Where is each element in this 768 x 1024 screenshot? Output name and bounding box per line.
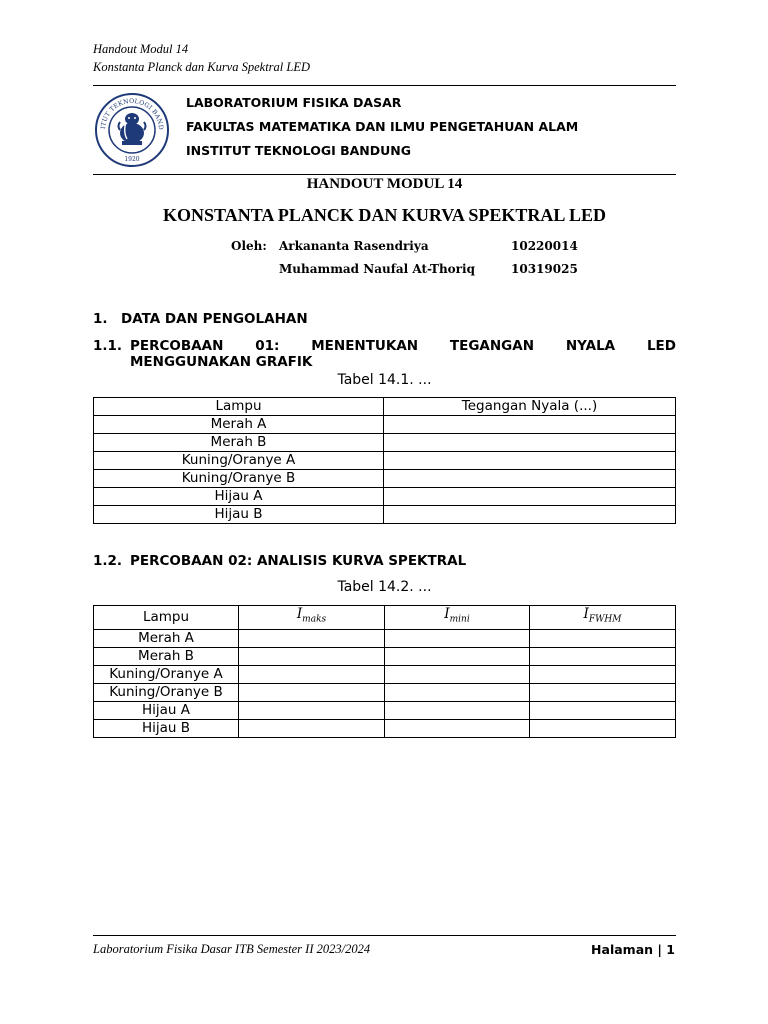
table-header-row xyxy=(94,398,676,416)
footer-left: Laboratorium Fisika Dasar ITB Semester II 2023/2024 xyxy=(93,942,371,956)
author-name: Muhammad Naufal At-Thoriq xyxy=(279,262,475,276)
cell-lampu: Merah A xyxy=(94,416,384,434)
running-header-line1: Handout Modul 14 xyxy=(93,42,189,56)
author-id: 10220014 xyxy=(511,239,578,253)
header-lampu: Lampu xyxy=(94,606,239,630)
header-lampu: Lampu xyxy=(94,398,384,416)
table-row xyxy=(94,416,676,434)
header-i-fwhm: $I_{FWHM}$ xyxy=(530,606,676,630)
table-row xyxy=(94,683,676,701)
section-number: 1. xyxy=(93,311,108,327)
cell-lampu: Kuning/Oranye A xyxy=(94,665,239,683)
cell-empty xyxy=(384,506,676,524)
subsection-title-line1 xyxy=(130,338,676,354)
table-caption: Tabel 14.2. ... xyxy=(337,579,432,595)
table-caption: Tabel 14.1. ... xyxy=(337,372,432,388)
header-tegangan: Tegangan Nyala (...) xyxy=(384,398,676,416)
cell-empty xyxy=(384,470,676,488)
footer-rule xyxy=(93,935,676,936)
header-rule xyxy=(93,85,676,86)
institution-line1: LABORATORIUM FISIKA DASAR xyxy=(186,95,402,110)
table-row xyxy=(94,665,676,683)
cell-lampu: Merah B xyxy=(94,434,384,452)
institution-rule xyxy=(93,174,676,175)
subsection-title: PERCOBAAN 02: ANALISIS KURVA SPEKTRAL xyxy=(130,553,467,569)
table-row xyxy=(94,701,676,719)
table-row xyxy=(94,506,676,524)
by-label: Oleh: xyxy=(231,239,267,253)
table-row xyxy=(94,434,676,452)
author-name: Arkananta Rasendriya xyxy=(279,239,429,253)
title-word: 01: xyxy=(255,338,280,354)
table-voltage xyxy=(93,397,676,524)
cell-lampu: Hijau B xyxy=(94,506,384,524)
handout-heading: HANDOUT MODUL 14 xyxy=(306,176,463,192)
cell-empty xyxy=(384,488,676,506)
cell-lampu: Merah B xyxy=(94,647,239,665)
cell-lampu: Merah A xyxy=(94,629,239,647)
header-i-mini: $I_{mini}$ xyxy=(385,606,530,630)
table-row xyxy=(94,647,676,665)
cell-lampu: Hijau B xyxy=(94,719,239,737)
cell-lampu: Kuning/Oranye A xyxy=(94,452,384,470)
running-header-line2: Konstanta Planck dan Kurva Spektral LED xyxy=(93,60,310,74)
cell-lampu: Kuning/Oranye B xyxy=(94,683,239,701)
author-id: 10319025 xyxy=(511,262,578,276)
cell-empty xyxy=(384,434,676,452)
table-row xyxy=(94,452,676,470)
table-spectral xyxy=(93,605,676,738)
document-title: KONSTANTA PLANCK DAN KURVA SPEKTRAL LED xyxy=(163,205,606,225)
logo-ring-text: ITUT TEKNOLOGI BAND xyxy=(99,97,165,131)
title-word: TEGANGAN xyxy=(449,338,535,354)
subsection-number: 1.1. xyxy=(93,338,123,354)
subsection-number: 1.2. xyxy=(93,553,123,569)
table-header-row xyxy=(94,606,676,630)
cell-empty xyxy=(384,452,676,470)
table-row xyxy=(94,719,676,737)
title-word: LED xyxy=(646,338,676,354)
table-row xyxy=(94,488,676,506)
institution-line2: FAKULTAS MATEMATIKA DAN ILMU PENGETAHUAN ALAM xyxy=(186,119,579,134)
itb-logo xyxy=(93,92,171,168)
page-number: Halaman | 1 xyxy=(591,942,675,957)
cell-lampu: Hijau A xyxy=(94,488,384,506)
cell-lampu: Hijau A xyxy=(94,701,239,719)
logo-year: 1920 xyxy=(124,156,140,163)
institution-line3: INSTITUT TEKNOLOGI BANDUNG xyxy=(186,143,412,158)
section-title: DATA DAN PENGOLAHAN xyxy=(121,311,308,327)
table-row xyxy=(94,629,676,647)
itb-ganesha-seal-icon xyxy=(93,92,171,168)
header-i-maks: $I_{maks}$ xyxy=(239,606,385,630)
cell-empty xyxy=(384,416,676,434)
title-word: PERCOBAAN xyxy=(130,338,224,354)
title-word: MENENTUKAN xyxy=(311,338,419,354)
cell-lampu: Kuning/Oranye B xyxy=(94,470,384,488)
table-row xyxy=(94,470,676,488)
subsection-title-line2: MENGGUNAKAN GRAFIK xyxy=(130,354,313,370)
title-word: NYALA xyxy=(565,338,616,354)
